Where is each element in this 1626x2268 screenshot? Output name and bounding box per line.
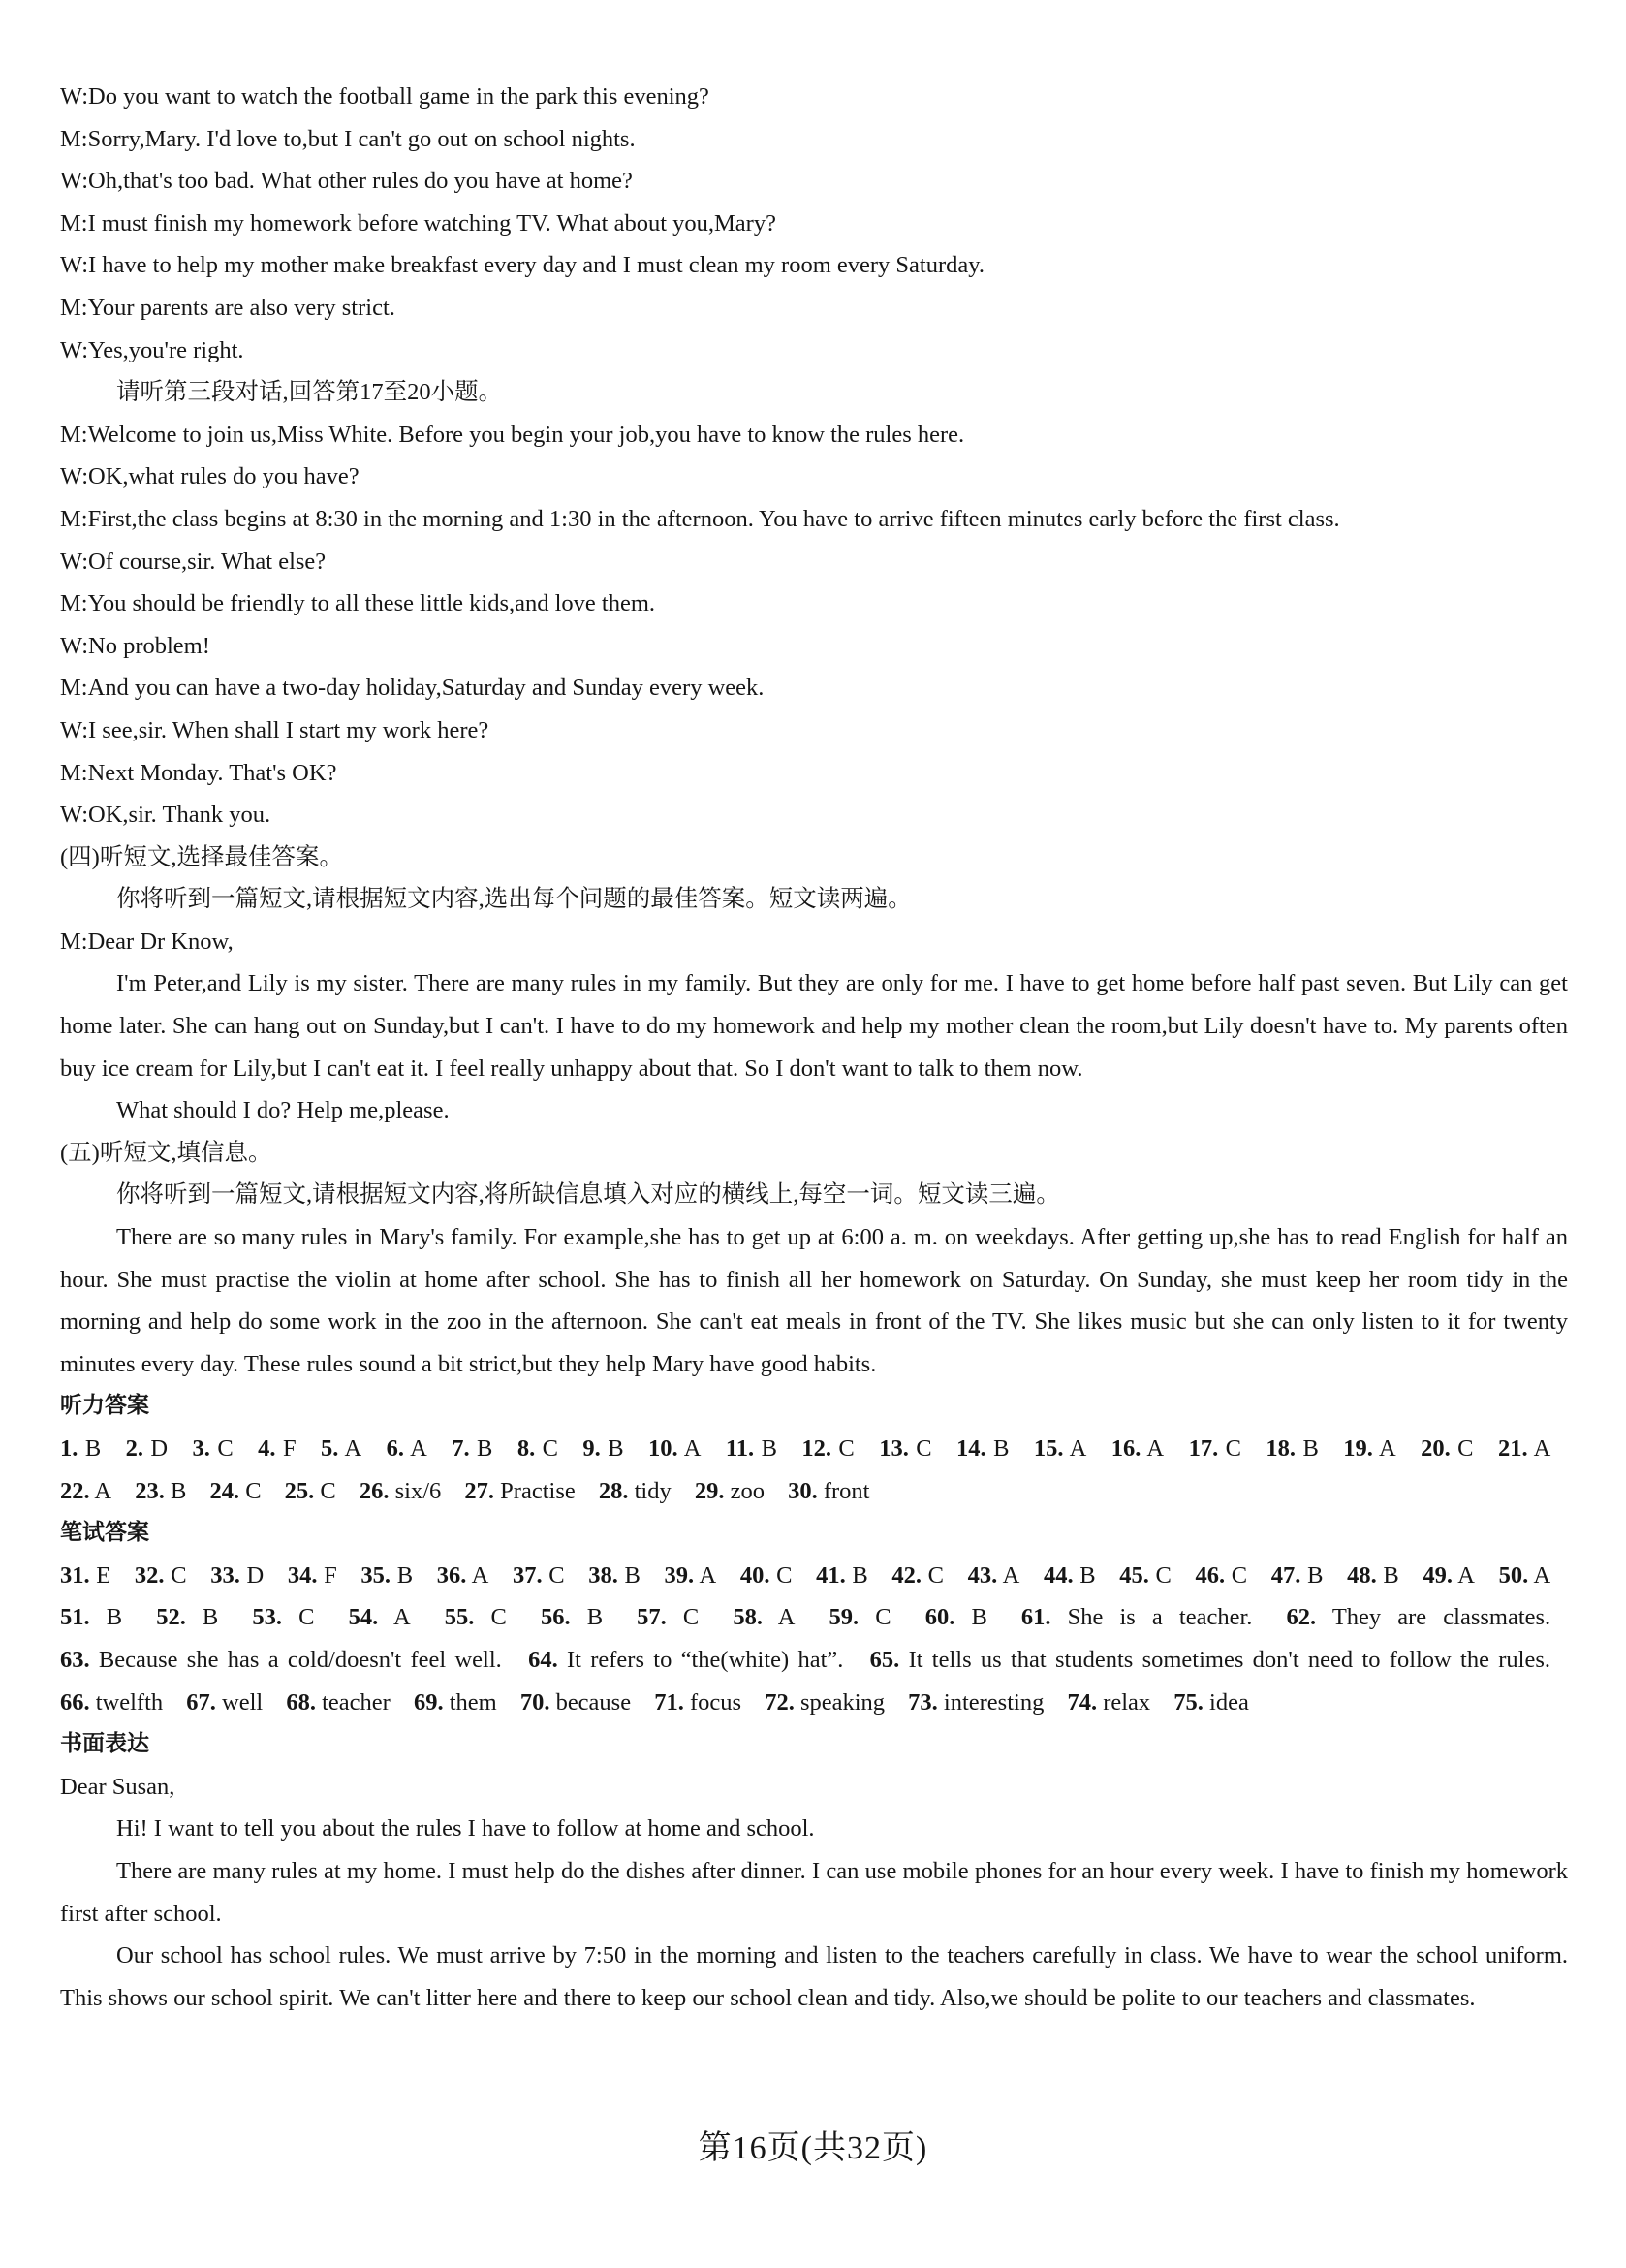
answer-item	[541, 1604, 603, 1630]
answer-value: B	[624, 1561, 641, 1589]
answer-item	[126, 1435, 169, 1462]
answer-value: B	[852, 1561, 868, 1589]
answer-item	[1498, 1435, 1550, 1462]
answer-number: 27.	[464, 1477, 495, 1504]
answer-item	[665, 1562, 717, 1589]
answer-number: 62.	[1286, 1604, 1317, 1631]
answer-value: B	[761, 1435, 777, 1462]
answer-item	[588, 1562, 641, 1589]
answer-value: F	[282, 1435, 297, 1462]
section-4-salutation: M:Dear Dr Know,	[60, 928, 234, 955]
answer-item	[135, 1478, 186, 1504]
answer-value: B	[993, 1435, 1010, 1462]
answer-item	[599, 1478, 672, 1504]
dialogue-line: M:Your parents are also very strict.	[60, 294, 395, 321]
writing-title: 书面表达	[60, 1731, 149, 1757]
answer-number: 53.	[252, 1604, 282, 1631]
answer-item	[637, 1604, 699, 1630]
answer-value: C	[298, 1604, 315, 1631]
writing-body	[60, 1808, 1568, 2019]
answer-item	[1034, 1435, 1086, 1462]
answer-number: 51.	[60, 1604, 90, 1631]
answer-item	[1173, 1689, 1249, 1716]
answer-value: well	[222, 1688, 264, 1716]
answer-number: 48.	[1347, 1561, 1377, 1589]
answer-number: 19.	[1343, 1435, 1373, 1462]
answer-item	[285, 1478, 336, 1504]
answer-number: 30.	[788, 1477, 818, 1504]
answer-value: B	[477, 1435, 493, 1462]
answer-number: 47.	[1270, 1561, 1301, 1589]
writing-paragraph: There are many rules at my home. I must help do the dishes after dinner. I can use mobile phones for an hour every week. I have to finish my homework first after school.	[60, 1857, 1568, 1927]
answer-value: C	[1231, 1561, 1248, 1589]
answer-item	[788, 1478, 869, 1504]
answer-number: 44.	[1043, 1561, 1074, 1589]
answer-item	[437, 1562, 489, 1589]
answer-item	[1044, 1562, 1096, 1589]
answer-item	[1499, 1562, 1551, 1589]
answer-value: C	[916, 1435, 932, 1462]
answer-item	[445, 1604, 507, 1630]
answer-item	[387, 1435, 427, 1462]
answer-value: idea	[1209, 1688, 1249, 1716]
dialogue-line: M:I must finish my homework before watching TV. What about you,Mary?	[60, 209, 776, 236]
answer-value: A	[683, 1435, 702, 1462]
answer-value: B	[170, 1477, 187, 1504]
answer-number: 49.	[1423, 1561, 1453, 1589]
answer-value: A	[699, 1561, 717, 1589]
answer-item	[135, 1562, 187, 1589]
answer-number: 8.	[516, 1435, 536, 1462]
dialogue-line: W:Yes,you're right.	[60, 336, 244, 363]
answer-item	[582, 1435, 623, 1462]
answer-value: C	[875, 1604, 891, 1631]
answer-number: 46.	[1195, 1561, 1226, 1589]
dialogue-3-intro: 请听第三段对话,回答第17至20小题。	[116, 379, 503, 406]
answer-number: 39.	[664, 1561, 695, 1589]
answer-value: B	[396, 1561, 414, 1589]
answer-value: A	[94, 1477, 112, 1504]
answer-value: tidy	[634, 1477, 672, 1504]
answer-item	[733, 1604, 795, 1630]
answer-value: focus	[689, 1688, 742, 1716]
answer-number: 25.	[284, 1477, 315, 1504]
answer-value: Because she has a cold/doesn't feel well.	[98, 1646, 502, 1673]
dialogue-line: M:And you can have a two-day holiday,Saturday and Sunday every week.	[60, 675, 765, 702]
answer-value: C	[838, 1435, 855, 1462]
dialogue-3	[60, 414, 1568, 836]
answer-item	[1111, 1435, 1164, 1462]
answer-value: speaking	[799, 1688, 886, 1716]
answer-item	[829, 1604, 891, 1630]
answer-value: A	[1069, 1435, 1087, 1462]
answer-item	[891, 1562, 944, 1589]
answer-value: six/6	[394, 1477, 442, 1504]
answer-value: because	[555, 1688, 632, 1716]
answer-number: 2.	[125, 1435, 143, 1462]
answer-value: twelfth	[95, 1688, 164, 1716]
answer-number: 58.	[733, 1604, 763, 1631]
answer-number: 72.	[765, 1688, 795, 1716]
answer-value: It tells us that students sometimes don't need to follow the rules.	[908, 1646, 1550, 1673]
section-4-title: (四)听短文,选择最佳答案。	[60, 843, 343, 870]
answer-number: 41.	[816, 1561, 846, 1589]
answer-number: 16.	[1110, 1435, 1141, 1462]
answer-item	[210, 1562, 264, 1589]
answer-value: B	[1302, 1435, 1319, 1462]
dialogue-2	[60, 76, 1568, 371]
answer-value: B	[1307, 1561, 1324, 1589]
dialogue-line: M:First,the class begins at 8:30 in the morning and 1:30 in the afternoon. You have to arrive fifteen minutes early before the first class.	[60, 505, 1340, 532]
answer-item	[156, 1604, 218, 1630]
answer-item	[1067, 1689, 1150, 1716]
answer-value: C	[682, 1604, 700, 1631]
answer-item	[209, 1478, 261, 1504]
writing-salutation: Dear Susan,	[60, 1773, 175, 1800]
answer-value: teacher	[322, 1688, 391, 1716]
written-answers	[60, 1555, 1568, 1723]
answer-item	[1196, 1562, 1248, 1589]
answer-item	[520, 1689, 631, 1716]
answer-number: 74.	[1067, 1688, 1098, 1716]
answer-number: 15.	[1033, 1435, 1064, 1462]
listening-answers	[60, 1428, 1568, 1512]
dialogue-line: W:Do you want to watch the football game in the park this evening?	[60, 83, 709, 110]
answer-value: A	[1146, 1435, 1165, 1462]
answer-value: D	[150, 1435, 169, 1462]
answer-value: relax	[1103, 1688, 1151, 1716]
answer-item	[740, 1562, 793, 1589]
answer-number: 52.	[156, 1604, 186, 1631]
answer-value: zoo	[730, 1477, 765, 1504]
answer-item	[286, 1689, 390, 1716]
answer-value: A	[1457, 1561, 1475, 1589]
answer-number: 38.	[588, 1561, 618, 1589]
answer-number: 54.	[348, 1604, 379, 1631]
answer-number: 59.	[829, 1604, 860, 1631]
answer-number: 34.	[287, 1561, 318, 1589]
dialogue-line: M:Next Monday. That's OK?	[60, 759, 337, 786]
answer-value: B	[106, 1604, 123, 1631]
listening-answers-title: 听力答案	[60, 1393, 149, 1419]
answer-value: E	[96, 1561, 111, 1589]
answer-value: B	[1079, 1561, 1096, 1589]
answer-item	[1021, 1604, 1253, 1630]
dialogue-line: W:I have to help my mother make breakfast every day and I must clean my room every Saturday.	[60, 252, 985, 279]
answer-number: 1.	[60, 1435, 78, 1462]
answer-item	[517, 1435, 558, 1462]
answer-value: C	[1457, 1435, 1474, 1462]
section-4-instruction: 你将听到一篇短文,请根据短文内容,选出每个问题的最佳答案。短文读两遍。	[116, 886, 912, 913]
answer-value: A	[1002, 1561, 1020, 1589]
writing-paragraph: Hi! I want to tell you about the rules I have to follow at home and school.	[116, 1815, 815, 1843]
dialogue-line: W:OK,sir. Thank you.	[60, 802, 271, 829]
dialogue-line: W:OK,what rules do you have?	[60, 463, 360, 490]
answer-item	[288, 1562, 337, 1589]
answer-item	[908, 1689, 1044, 1716]
answer-number: 9.	[582, 1435, 601, 1462]
page-number-footer: 第16页(共32页)	[698, 2130, 928, 2166]
answer-number: 5.	[321, 1435, 339, 1462]
answer-value: front	[823, 1477, 870, 1504]
answer-number: 65.	[869, 1646, 900, 1673]
answer-number: 32.	[134, 1561, 165, 1589]
answer-value: C	[490, 1604, 507, 1631]
answer-number: 20.	[1421, 1435, 1451, 1462]
answer-number: 12.	[801, 1435, 831, 1462]
answer-number: 24.	[209, 1477, 240, 1504]
answer-value: C	[548, 1561, 565, 1589]
answer-number: 22.	[60, 1477, 90, 1504]
answer-item	[968, 1562, 1020, 1589]
answer-item	[654, 1689, 741, 1716]
answer-number: 26.	[359, 1477, 390, 1504]
answer-item	[193, 1435, 234, 1462]
answer-value: They are classmates.	[1331, 1604, 1551, 1631]
answer-item	[513, 1562, 565, 1589]
section-5-instruction: 你将听到一篇短文,请根据短文内容,将所缺信息填入对应的横线上,每空一词。短文读三遍。	[116, 1181, 1060, 1209]
answer-value: C	[320, 1477, 336, 1504]
answer-number: 66.	[60, 1688, 90, 1716]
answer-item	[648, 1435, 701, 1462]
answer-number: 42.	[891, 1561, 922, 1589]
answer-value: B	[1383, 1561, 1399, 1589]
answer-value: C	[542, 1435, 558, 1462]
answer-value: C	[217, 1435, 234, 1462]
answer-number: 33.	[210, 1561, 240, 1589]
answer-value: She is a teacher.	[1067, 1604, 1253, 1631]
answer-item	[1343, 1435, 1395, 1462]
answer-number: 73.	[908, 1688, 938, 1716]
answer-number: 3.	[192, 1435, 210, 1462]
answer-number: 45.	[1119, 1561, 1149, 1589]
answer-value: C	[776, 1561, 793, 1589]
answer-item	[186, 1689, 263, 1716]
answer-number: 17.	[1188, 1435, 1219, 1462]
answer-item	[60, 1604, 122, 1630]
answer-value: B	[84, 1435, 102, 1462]
answer-value: F	[324, 1561, 337, 1589]
answer-item	[1266, 1435, 1318, 1462]
answer-value: A	[1533, 1435, 1551, 1462]
answer-number: 31.	[60, 1561, 90, 1589]
writing-paragraph: Our school has school rules. We must arrive by 7:50 in the morning and listen to the teachers carefully in class. We have to wear the school uniform. This shows our school spirit. We can't litter here and there to keep our school clean and tidy. Also,we should be polite to our teachers and classmates.	[60, 1942, 1568, 2011]
answer-number: 18.	[1266, 1435, 1297, 1462]
answer-item	[60, 1478, 111, 1504]
answer-number: 70.	[519, 1688, 550, 1716]
answer-item	[360, 1562, 413, 1589]
answer-number: 40.	[739, 1561, 770, 1589]
answer-number: 60.	[924, 1604, 955, 1631]
answer-number: 14.	[956, 1435, 986, 1462]
answer-value: C	[1155, 1561, 1172, 1589]
answer-value: A	[1378, 1435, 1396, 1462]
answer-value: A	[1533, 1561, 1551, 1589]
answer-number: 4.	[258, 1435, 276, 1462]
answer-number: 75.	[1173, 1688, 1204, 1716]
answer-item	[956, 1435, 1009, 1462]
answer-value: A	[344, 1435, 362, 1462]
answer-item	[1421, 1435, 1473, 1462]
answer-item	[60, 1435, 101, 1462]
answer-item	[1271, 1562, 1324, 1589]
answer-item	[60, 1647, 502, 1673]
answer-item	[1423, 1562, 1475, 1589]
answer-number: 61.	[1020, 1604, 1051, 1631]
answer-item	[801, 1435, 854, 1462]
answer-item	[464, 1478, 575, 1504]
answer-item	[816, 1562, 868, 1589]
answer-number: 13.	[879, 1435, 909, 1462]
answer-item	[60, 1562, 110, 1589]
answer-number: 11.	[725, 1435, 755, 1462]
answer-number: 23.	[135, 1477, 165, 1504]
answer-value: Practise	[500, 1477, 576, 1504]
answer-item	[1347, 1562, 1399, 1589]
section-4-closing: What should I do? Help me,please.	[116, 1097, 450, 1124]
answer-number: 10.	[648, 1435, 678, 1462]
dialogue-line: W:Of course,sir. What else?	[60, 548, 327, 575]
answer-item	[879, 1435, 931, 1462]
answer-number: 64.	[528, 1646, 558, 1673]
answer-item	[870, 1647, 1550, 1673]
answer-number: 55.	[444, 1604, 475, 1631]
answer-value: interesting	[943, 1688, 1045, 1716]
answer-value: A	[392, 1604, 411, 1631]
answer-item	[252, 1604, 314, 1630]
section-5-paragraph: There are so many rules in Mary's family. For example,she has to get up at 6:00 a. m. on weekdays. After getting up,she has to read English for half an hour. She must practise the violin at home after school. She has to finish all her homework on Saturday. On Sunday, she must keep her room tidy in the morning and help do some work in the zoo in the afternoon. She can't eat meals in front of the TV. She likes music but she can only listen to it for twenty minutes every day. These rules sound a bit strict,but they help Mary have good habits.	[60, 1224, 1568, 1377]
answer-item	[414, 1689, 497, 1716]
answer-item	[452, 1435, 492, 1462]
written-answers-title: 笔试答案	[60, 1520, 149, 1546]
answer-number: 63.	[60, 1646, 90, 1673]
answer-value: It refers to “the(white) hat”.	[566, 1646, 844, 1673]
answer-item	[60, 1689, 163, 1716]
section-4-paragraph: I'm Peter,and Lily is my sister. There are many rules in my family. But they are only for me. I have to get home before half past seven. But Lily can get home later. She can hang out on Sunday,but I can't. I have to do my homework and help my mother clean the room,but Lily doesn't have to. My parents often buy ice cream for Lily,but I can't eat it. I feel really unhappy about that. So I don't want to talk to them now.	[60, 970, 1568, 1082]
answer-value: A	[777, 1604, 796, 1631]
dialogue-line: W:Oh,that's too bad. What other rules do you have at home?	[60, 168, 633, 195]
answer-number: 28.	[598, 1477, 629, 1504]
answer-item	[528, 1647, 843, 1673]
answer-value: D	[246, 1561, 265, 1589]
answer-value: B	[971, 1604, 987, 1631]
dialogue-line: W:No problem!	[60, 632, 210, 659]
dialogue-line: M:You should be friendly to all these little kids,and love them.	[60, 590, 656, 617]
answer-number: 35.	[360, 1561, 391, 1589]
answer-item	[360, 1478, 441, 1504]
answer-number: 43.	[967, 1561, 998, 1589]
answer-value: B	[608, 1435, 624, 1462]
answer-number: 6.	[386, 1435, 404, 1462]
dialogue-line: W:I see,sir. When shall I start my work here?	[60, 716, 489, 743]
answer-item	[695, 1478, 765, 1504]
answer-number: 37.	[512, 1561, 543, 1589]
answer-value: C	[1225, 1435, 1241, 1462]
answer-key-page	[60, 76, 1568, 2019]
answer-item	[258, 1435, 296, 1462]
answer-value: C	[245, 1477, 262, 1504]
answer-value: B	[202, 1604, 219, 1631]
section-5-title: (五)听短文,填信息。	[60, 1139, 272, 1166]
answer-value: C	[171, 1561, 187, 1589]
answer-number: 36.	[436, 1561, 467, 1589]
answer-number: 67.	[186, 1688, 216, 1716]
answer-number: 71.	[654, 1688, 684, 1716]
answer-number: 56.	[540, 1604, 571, 1631]
answer-item	[1287, 1604, 1551, 1630]
dialogue-line: M:Sorry,Mary. I'd love to,but I can't go out on school nights.	[60, 125, 636, 152]
answer-value: A	[471, 1561, 489, 1589]
answer-number: 7.	[452, 1435, 470, 1462]
answer-item	[1119, 1562, 1172, 1589]
answer-value: them	[449, 1688, 497, 1716]
answer-number: 68.	[286, 1688, 316, 1716]
answer-value: A	[410, 1435, 427, 1462]
answer-number: 29.	[694, 1477, 725, 1504]
answer-number: 69.	[413, 1688, 444, 1716]
answer-number: 21.	[1497, 1435, 1528, 1462]
answer-number: 57.	[637, 1604, 667, 1631]
answer-number: 50.	[1498, 1561, 1529, 1589]
answer-item	[321, 1435, 361, 1462]
answer-item	[765, 1689, 885, 1716]
answer-item	[925, 1604, 987, 1630]
answer-item	[726, 1435, 777, 1462]
answer-value: B	[586, 1604, 604, 1631]
answer-item	[1189, 1435, 1241, 1462]
answer-value: C	[927, 1561, 944, 1589]
dialogue-line: M:Welcome to join us,Miss White. Before you begin your job,you have to know the rules here.	[60, 421, 965, 448]
answer-item	[349, 1604, 411, 1630]
